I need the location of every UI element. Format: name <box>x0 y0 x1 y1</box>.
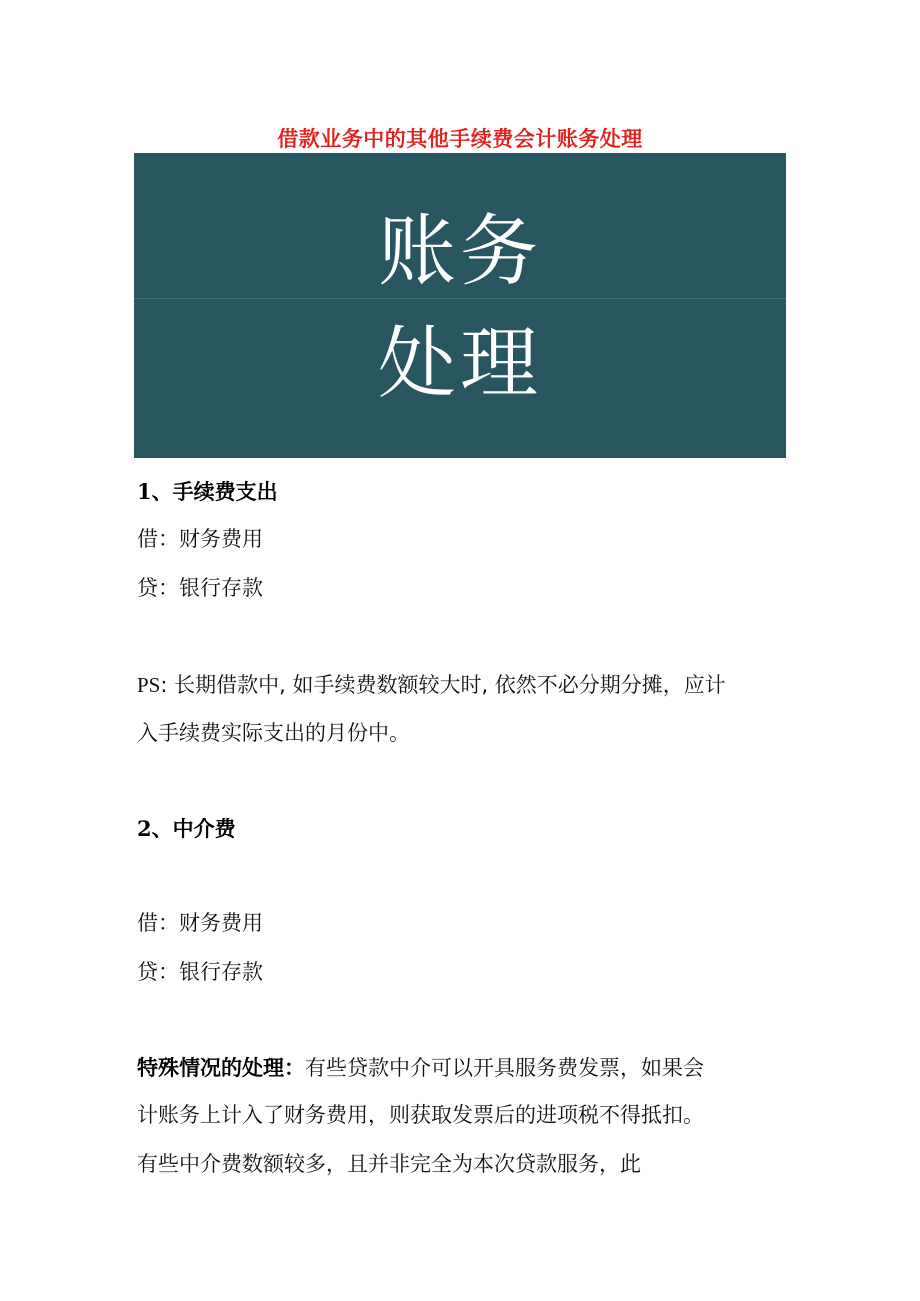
title-banner <box>134 153 786 458</box>
banner-divider <box>134 298 786 299</box>
section-1-debit-entry: 借：财务费用 <box>137 527 263 551</box>
section-1-heading <box>137 477 278 507</box>
ps-note-line-1 <box>137 670 726 700</box>
section-1-credit-entry: 贷：银行存款 <box>137 576 263 600</box>
ps-note-line-2: 入手续费实际支出的月份中。 <box>137 721 410 745</box>
section-1-separator: 、 <box>151 480 173 504</box>
section-1-number: 1 <box>137 479 152 504</box>
ps-text-1: : 长期借款中, 如手续费数额较大时, 依然不必分期分摊，应计 <box>160 673 726 697</box>
section-2-debit-entry: 借：财务费用 <box>137 911 263 935</box>
section-2-separator: 、 <box>151 817 173 841</box>
section-2-number: 2 <box>137 816 152 841</box>
banner-line-1: 账务 <box>377 207 542 297</box>
special-case-line-2: 计账务上计入了财务费用，则获取发票后的进项税不得抵扣。 <box>137 1103 704 1127</box>
document-title: 借款业务中的其他手续费会计账务处理 <box>277 127 643 151</box>
special-case-label: 特殊情况的处理： <box>137 1056 305 1080</box>
section-2-credit-entry: 贷：银行存款 <box>137 960 263 984</box>
section-2-heading <box>137 814 236 844</box>
section-1-title: 手续费支出 <box>172 480 278 504</box>
ps-label: PS <box>137 673 161 697</box>
banner-line-2: 处理 <box>377 319 542 409</box>
special-case-line-1 <box>137 1053 704 1083</box>
section-2-title: 中介费 <box>172 817 236 841</box>
special-case-text-1: 有些贷款中介可以开具服务费发票，如果会 <box>305 1056 704 1080</box>
special-case-line-3: 有些中介费数额较多，且并非完全为本次贷款服务，此 <box>137 1152 641 1176</box>
